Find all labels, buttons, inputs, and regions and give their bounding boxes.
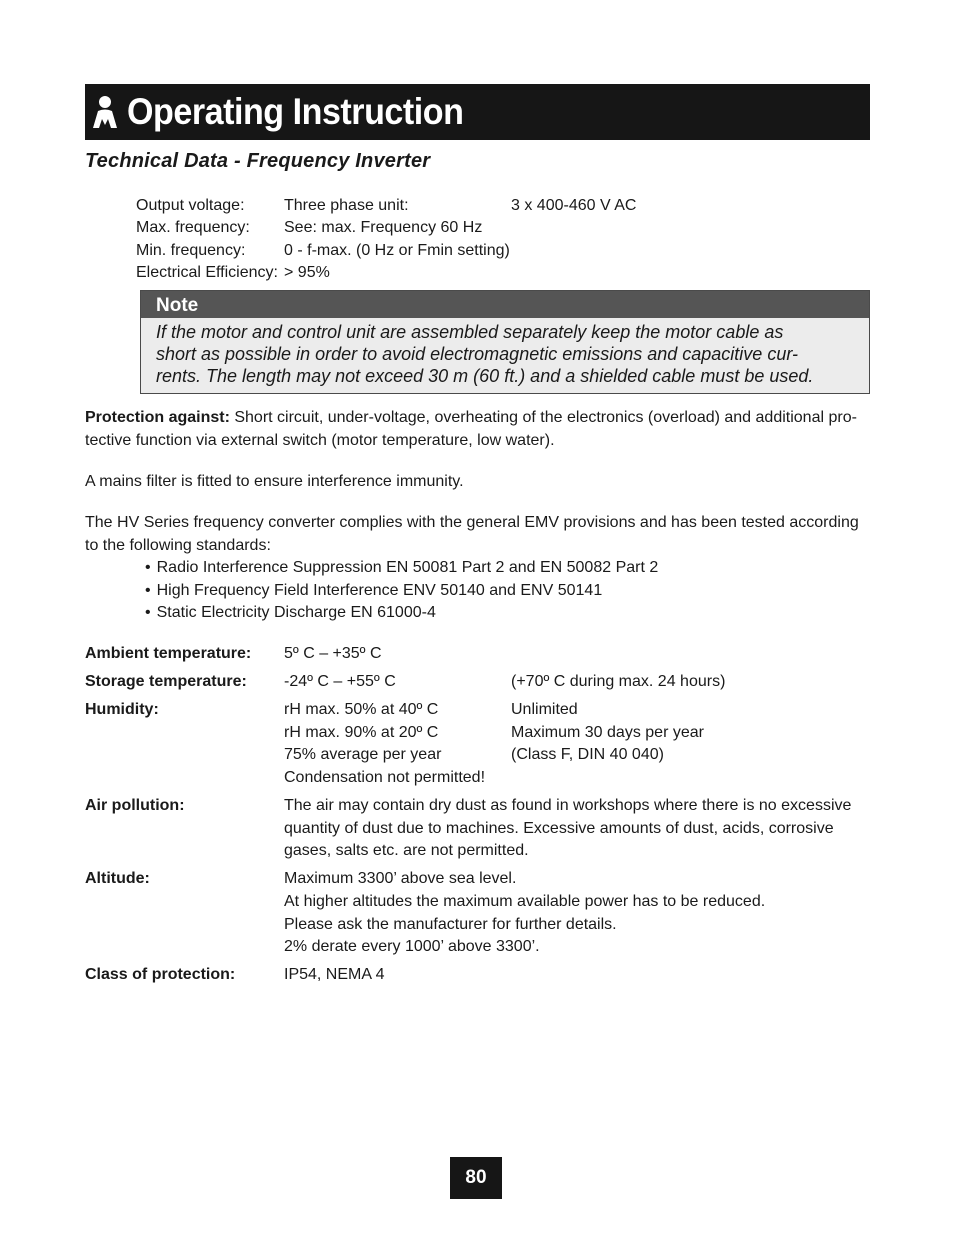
env-value: IP54, NEMA 4 [284,966,385,984]
env-row-altitude [85,868,870,958]
standards-paragraph [85,511,870,557]
list-item: • High Frequency Field Interference ENV 50140 and ENV 50141 [145,580,658,603]
env-line: Unlimited [511,701,578,719]
env-extra [511,699,870,789]
person-icon [87,92,123,132]
env-label: Storage temperature: [85,673,247,691]
spec-value: See: max. Frequency 60 Hz [284,219,483,237]
env-line: 2% derate every 1000’ above 3300’. [284,938,540,956]
section-subtitle: Technical Data - Frequency Inverter [85,150,431,172]
env-line: The air may contain dry dust as found in workshops where there is no excessive [284,797,852,815]
note-line: rents. The length may not exceed 30 m (60 ft.) and a shielded cable must be used. [156,366,814,386]
environment-table [85,643,870,992]
spec-row [136,195,636,217]
env-label: Ambient temperature: [85,645,252,662]
standards-list [145,557,658,625]
env-line: 75% average per year [284,746,442,764]
env-line: Condensation not permitted! [284,768,486,786]
env-value [284,868,870,958]
env-value [284,795,870,863]
page-number: 80 [450,1157,502,1199]
protection-text: Short circuit, under-voltage, overheating of the electronics (overload) and additional pro- [229,409,857,426]
protection-paragraph [85,406,870,452]
env-value: -24º C – +55º C [284,673,396,691]
env-line: (Class F, DIN 40 040) [511,746,664,764]
spec-value: Three phase unit: [284,197,409,214]
standards-text: The HV Series frequency converter complies with the general EMV provisions and has been tested according [85,514,859,531]
env-row-air [85,795,870,863]
env-line: rH max. 90% at 20º C [284,723,439,741]
page-header [85,84,870,140]
spec-row [136,217,636,239]
spec-list [136,195,636,284]
env-label: Humidity: [85,701,159,719]
env-line: Please ask the manufacturer for further details. [284,915,617,933]
spec-label: Max. frequency: [136,219,250,237]
spec-row [136,240,636,262]
env-row-humidity [85,699,870,789]
env-line: Maximum 3300’ above sea level. [284,870,517,888]
note-box [140,290,870,394]
mains-filter-paragraph: A mains filter is fitted to ensure interference immunity. [85,473,464,490]
env-line: rH max. 50% at 40º C [284,701,439,719]
env-value [284,699,511,789]
spec-label: Min. frequency: [136,241,246,259]
env-row-protection-class [85,964,870,987]
note-text [141,318,869,387]
spec-value: 0 - f-max. (0 Hz or Fmin setting) [284,241,510,259]
note-line: short as possible in order to avoid electromagnetic emissions and capacitive cur- [156,344,798,364]
spec-label: Output voltage: [136,197,245,214]
env-line: gases, salts etc. are not permitted. [284,842,529,860]
spec-value: > 95% [284,263,330,281]
note-title: Note [141,291,869,318]
env-label: Altitude: [85,870,150,888]
spec-label: Electrical Efficiency: [136,263,278,281]
env-label: Air pollution: [85,797,185,815]
note-line: If the motor and control unit are assembled separately keep the motor cable as [156,322,784,342]
protection-text-cont: tective function via external switch (motor temperature, low water). [85,432,555,449]
protection-label: Protection against: [85,409,230,426]
env-line: quantity of dust due to machines. Excessive amounts of dust, acids, corrosive [284,819,834,837]
list-item: • Radio Interference Suppression EN 50081 Part 2 and EN 50082 Part 2 [145,557,658,580]
page-title: Operating Instruction [127,91,464,132]
env-line: Maximum 30 days per year [511,723,704,741]
env-row-ambient [85,643,870,666]
env-row-storage [85,671,870,694]
standards-text-cont: to the following standards: [85,537,271,554]
spec-extra: 3 x 400-460 V AC [511,197,637,214]
env-extra: (+70º C during max. 24 hours) [511,673,726,691]
env-label: Class of protection: [85,966,236,984]
list-item: • Static Electricity Discharge EN 61000-4 [145,602,658,625]
env-value: 5º C – +35º C [284,645,382,662]
spec-row [136,262,636,284]
env-line: At higher altitudes the maximum available power has to be reduced. [284,892,766,910]
